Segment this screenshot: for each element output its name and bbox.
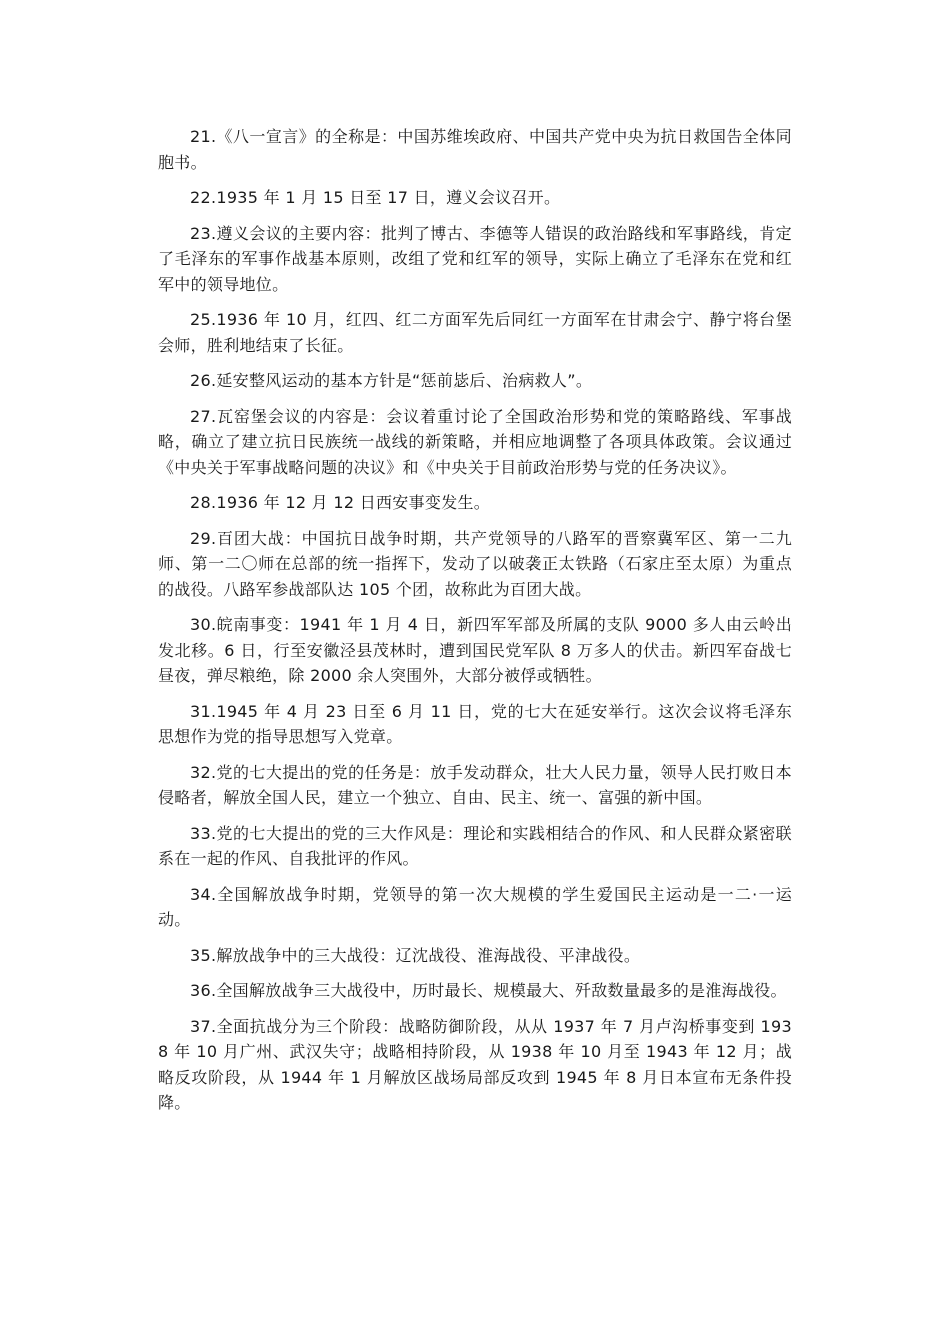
paragraph-35: 35.解放战争中的三大战役：辽沈战役、淮海战役、平津战役。 xyxy=(190,945,641,965)
paragraph-21: 21.《八一宣言》的全称是：中国苏维埃政府、中国共产党中央为抗日救国告全体同胞书。 xyxy=(158,127,792,172)
paragraph-37: 37.全面抗战分为三个阶段：战略防御阶段，从从 1937 年 7 月卢沟桥事变到 1938 年 10 月广州、武汉失守；战略相持阶段，从 1938 年 10 月至 1943 年 12 月；战略反攻阶段，从 1944 年 1 月解放区战场局部反攻到 1945 年 8 月日本宣布无条件投降。 xyxy=(158,1016,792,1112)
paragraph-23: 23.遵义会议的主要内容：批判了博古、李德等人错误的政治路线和军事路线，肯定了毛泽东的军事作战基本原则，改组了党和红军的领导，实际上确立了毛泽东在党和红军中的领导地位。 xyxy=(158,223,792,294)
document-body xyxy=(158,124,792,1126)
paragraph-26: 26.延安整风运动的基本方针是“惩前毖后、治病救人”。 xyxy=(190,371,593,390)
paragraph-27: 27.瓦窑堡会议的内容是：会议着重讨论了全国政治形势和党的策略路线、军事战略，确立了建立抗日民族统一战线的新策略，并相应地调整了各项具体政策。会议通过《中央关于军事战略问题的决议》和《中央关于目前政治形势与党的任务决议》。 xyxy=(158,406,792,477)
paragraph-31: 31.1945 年 4 月 23 日至 6 月 11 日，党的七大在延安举行。这次会议将毛泽东思想作为党的指导思想写入党章。 xyxy=(158,701,792,746)
paragraph-29: 29.百团大战：中国抗日战争时期，共产党领导的八路军的晋察冀军区、第一二九师、第一二〇师在总部的统一指挥下，发动了以破袭正太铁路（石家庄至太原）为重点的战役。八路军参战部队达 105 个团，故称此为百团大战。 xyxy=(158,528,792,599)
paragraph-28: 28.1936 年 12 月 12 日西安事变发生。 xyxy=(190,493,491,512)
paragraph-30: 30.皖南事变：1941 年 1 月 4 日，新四军军部及所属的支队 9000 多人由云岭出发北移。6 日，行至安徽泾县茂林时，遭到国民党军队 8 万多人的伏击。新四军奋战七昼夜，弹尽粮绝，除 2000 余人突围外，大部分被俘或牺牲。 xyxy=(158,615,792,685)
paragraph-32: 32.党的七大提出的党的任务是：放手发动群众，壮大人民力量，领导人民打败日本侵略者，解放全国人民，建立一个独立、自由、民主、统一、富强的新中国。 xyxy=(158,762,792,807)
paragraph-33: 33.党的七大提出的党的三大作风是：理论和实践相结合的作风、和人民群众紧密联系在一起的作风、自我批评的作风。 xyxy=(158,823,792,868)
paragraph-36: 36.全国解放战争三大战役中，历时最长、规模最大、歼敌数量最多的是淮海战役。 xyxy=(190,981,787,1000)
paragraph-22: 22.1935 年 1 月 15 日至 17 日，遵义会议召开。 xyxy=(190,188,561,207)
paragraph-34: 34.全国解放战争时期，党领导的第一次大规模的学生爱国民主运动是一二·一运动。 xyxy=(158,884,792,929)
paragraph-25: 25.1936 年 10 月，红四、红二方面军先后同红一方面军在甘肃会宁、静宁将台堡会师，胜利地结束了长征。 xyxy=(158,310,792,355)
